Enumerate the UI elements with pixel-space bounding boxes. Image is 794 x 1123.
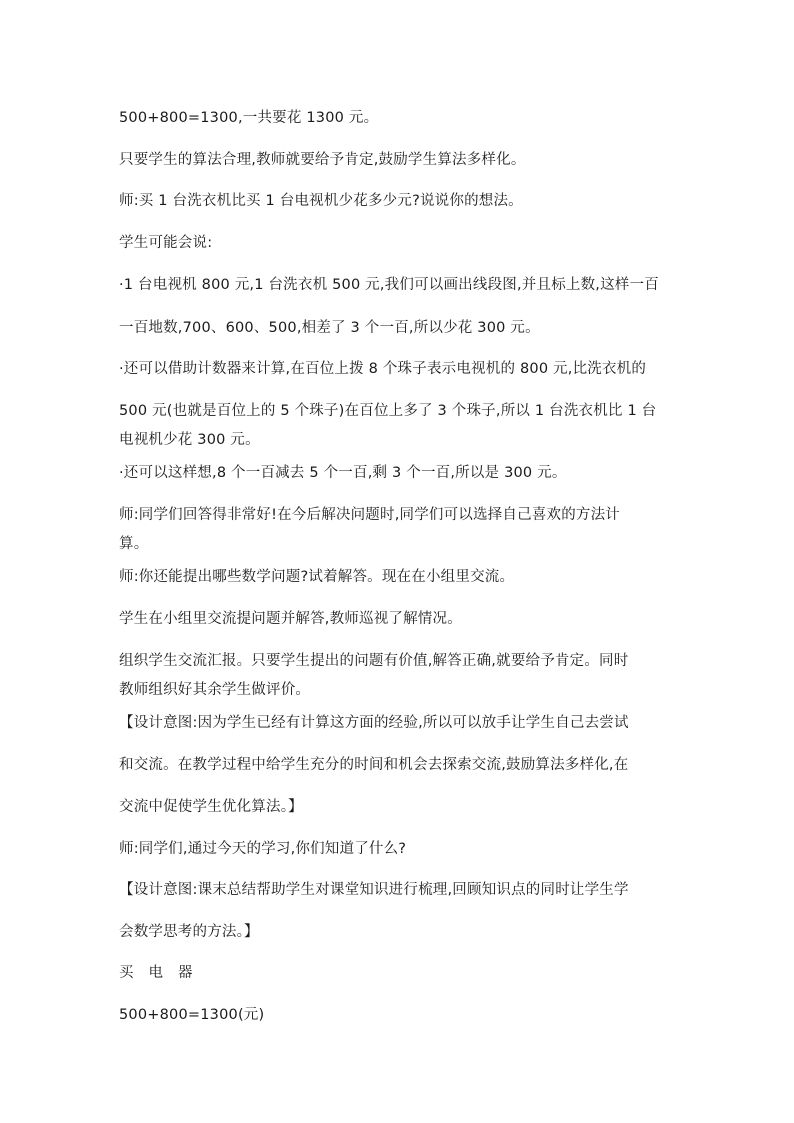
design-intent-line-3: 交流中促使学生优化算法。】 — [119, 799, 303, 815]
text-line-7: ·还可以借助计数器来计算,在百位上拨 8 个珠子表示电视机的 800 元,比洗衣机的 — [119, 361, 647, 377]
text-line-20: 师:同学们,通过今天的学习,你们知道了什么? — [119, 841, 407, 857]
design-intent-line-2: 和交流。在教学过程中给学生充分的时间和机会去探索交流,鼓励算法多样化,在 — [119, 757, 629, 773]
text-line-3: 师:买 1 台洗衣机比买 1 台电视机少花多少元?说说你的想法。 — [119, 193, 523, 209]
text-line-15: 组织学生交流汇报。只要学生提出的问题有价值,解答正确,就要给予肯定。同时 — [119, 653, 629, 669]
text-line-10: ·还可以这样想,8 个一百减去 5 个一百,剩 3 个一百,所以是 300 元。 — [119, 465, 567, 481]
text-line-6: 一百地数,700、600、500,相差了 3 个一百,所以少花 300 元。 — [119, 320, 540, 336]
board-title: 买电器 — [119, 965, 208, 981]
text-line-11: 师:同学们回答得非常好!在今后解决问题时,同学们可以选择自己喜欢的方法计 — [119, 507, 621, 523]
text-line-12: 算。 — [119, 536, 149, 552]
text-line-8: 500 元(也就是百位上的 5 个珠子)在百位上多了 3 个珠子,所以 1 台洗衣机比 1 台 — [119, 403, 657, 419]
design-intent-line-1: 【设计意图:因为学生已经有计算这方面的经验,所以可以放手让学生自己去尝试 — [119, 715, 629, 731]
text-line-14: 学生在小组里交流提问题并解答,教师巡视了解情况。 — [119, 611, 462, 627]
text-line-9: 电视机少花 300 元。 — [119, 432, 260, 448]
text-line-2: 只要学生的算法合理,教师就要给予肯定,鼓励学生算法多样化。 — [119, 152, 526, 168]
design-intent-line-4: 【设计意图:课末总结帮助学生对课堂知识进行梳理,回顾知识点的同时让学生学 — [119, 882, 629, 898]
design-intent-line-5: 会数学思考的方法。】 — [119, 924, 259, 940]
text-line-16: 教师组织好其余学生做评价。 — [119, 682, 311, 698]
board-equation: 500+800=1300(元) — [119, 1007, 265, 1023]
text-line-4: 学生可能会说: — [119, 235, 213, 251]
text-line-1: 500+800=1300,一共要花 1300 元。 — [119, 110, 379, 126]
text-line-13: 师:你还能提出哪些数学问题?试着解答。现在在小组里交流。 — [119, 569, 515, 585]
text-line-5: ·1 台电视机 800 元,1 台洗衣机 500 元,我们可以画出线段图,并且标上数,这样一百 — [119, 277, 659, 293]
